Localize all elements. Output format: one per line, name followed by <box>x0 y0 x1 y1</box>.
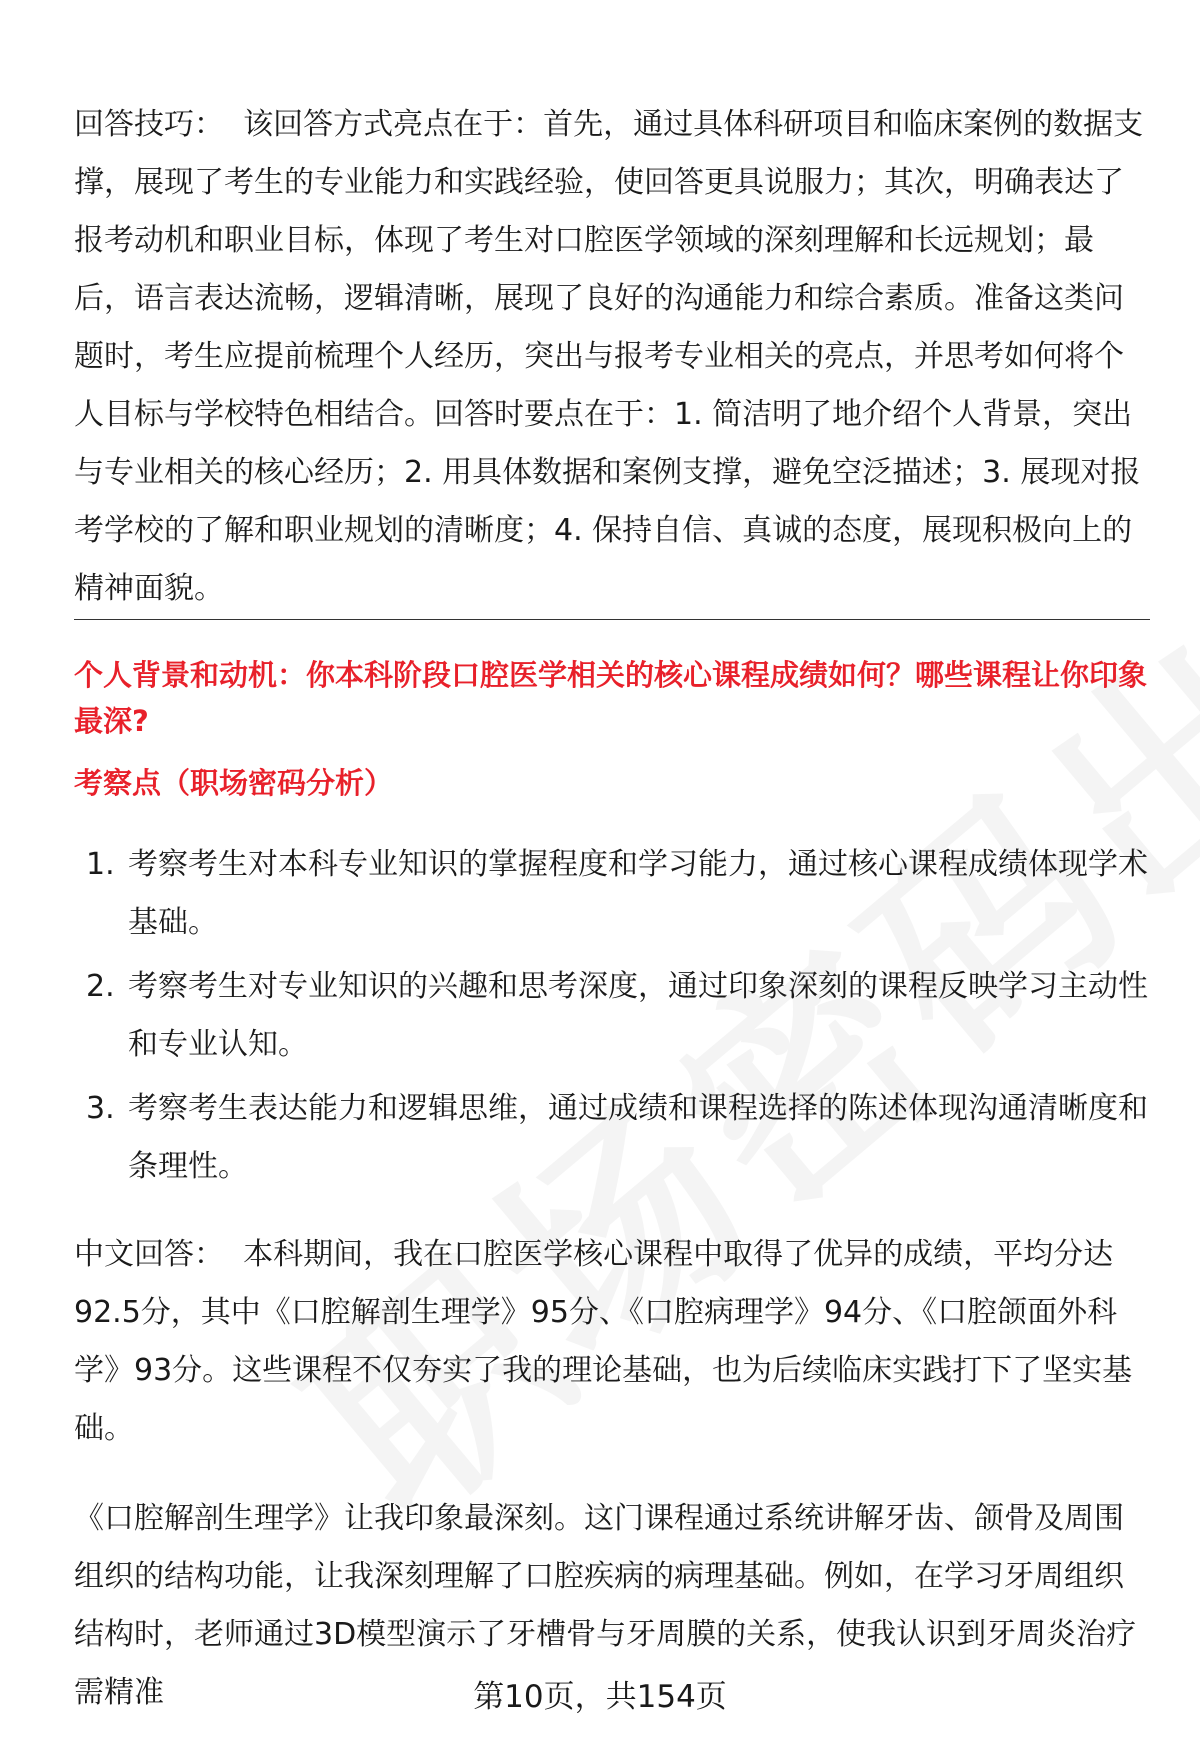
chinese-answer-label: 中文回答： <box>74 1237 224 1272</box>
list-item <box>74 958 1150 1074</box>
answer-tips-text: 该回答方式亮点在于：首先，通过具体科研项目和临床案例的数据支撑，展现了考生的专业能力和实践经验，使回答更具说服力；其次，明确表达了报考动机和职业目标，体现了考生对口腔医学领域的深刻理解和长远规划；最后，语言表达流畅，逻辑清晰，展现了良好的沟通能力和综合素质。准备这类问题时，考生应提前梳理个人经历，突出与报考专业相关的亮点，并思考如何将个人目标与学校特色相结合。回答时要点在于：1. 简洁明了地介绍个人背景，突出与专业相关的核心经历；2. 用具体数据和案例支撑，避免空泛描述；3. 展现对报考学校的了解和职业规划的清晰度；4. 保持自信、真诚的态度，展现积极向上的精神面貌。 <box>74 107 1144 606</box>
chinese-answer-paragraph <box>74 1226 1150 1458</box>
question-section <box>74 652 1150 744</box>
chinese-answer-section <box>74 1226 1150 1458</box>
list-item-number: 2. <box>86 969 115 1004</box>
list-item-text: 考察考生对专业知识的兴趣和思考深度，通过印象深刻的课程反映学习主动性和专业认知。 <box>128 969 1148 1062</box>
answer-tips-label: 回答技巧： <box>74 107 224 142</box>
assessment-points-list <box>74 836 1150 1202</box>
assessment-heading: 考察点（职场密码分析） <box>74 766 394 800</box>
course-impression-paragraph: 《口腔解剖生理学》让我印象最深刻。这门课程通过系统讲解牙齿、颌骨及周围组织的结构功能，让我深刻理解了口腔疾病的病理基础。例如，在学习牙周组织结构时，老师通过3D模型演示了牙槽骨与牙周膜的关系，使我认识到牙周炎治疗需精准 <box>74 1501 1137 1710</box>
answer-tips-section <box>74 96 1150 618</box>
assessment-heading-section <box>74 760 1150 806</box>
section-divider <box>74 619 1150 620</box>
chinese-answer-text: 本科期间，我在口腔医学核心课程中取得了优异的成绩，平均分达92.5分，其中《口腔解剖生理学》95分、《口腔病理学》94分、《口腔颌面外科学》93分。这些课程不仅夯实了我的理论基础，也为后续临床实践打下了坚实基础。 <box>74 1237 1133 1446</box>
page-number-footer: 第10页，共154页 <box>473 1679 727 1715</box>
list-item-number: 3. <box>86 1091 115 1126</box>
list-item-number: 1. <box>86 847 115 882</box>
list-item-text: 考察考生表达能力和逻辑思维，通过成绩和课程选择的陈述体现沟通清晰度和条理性。 <box>128 1091 1148 1184</box>
answer-tips-paragraph <box>74 96 1150 618</box>
list-item-text: 考察考生对本科专业知识的掌握程度和学习能力，通过核心课程成绩体现学术基础。 <box>128 847 1148 940</box>
list-item <box>74 836 1150 952</box>
list-item <box>74 1080 1150 1196</box>
question-heading: 个人背景和动机：你本科阶段口腔医学相关的核心课程成绩如何？哪些课程让你印象最深? <box>74 658 1148 738</box>
